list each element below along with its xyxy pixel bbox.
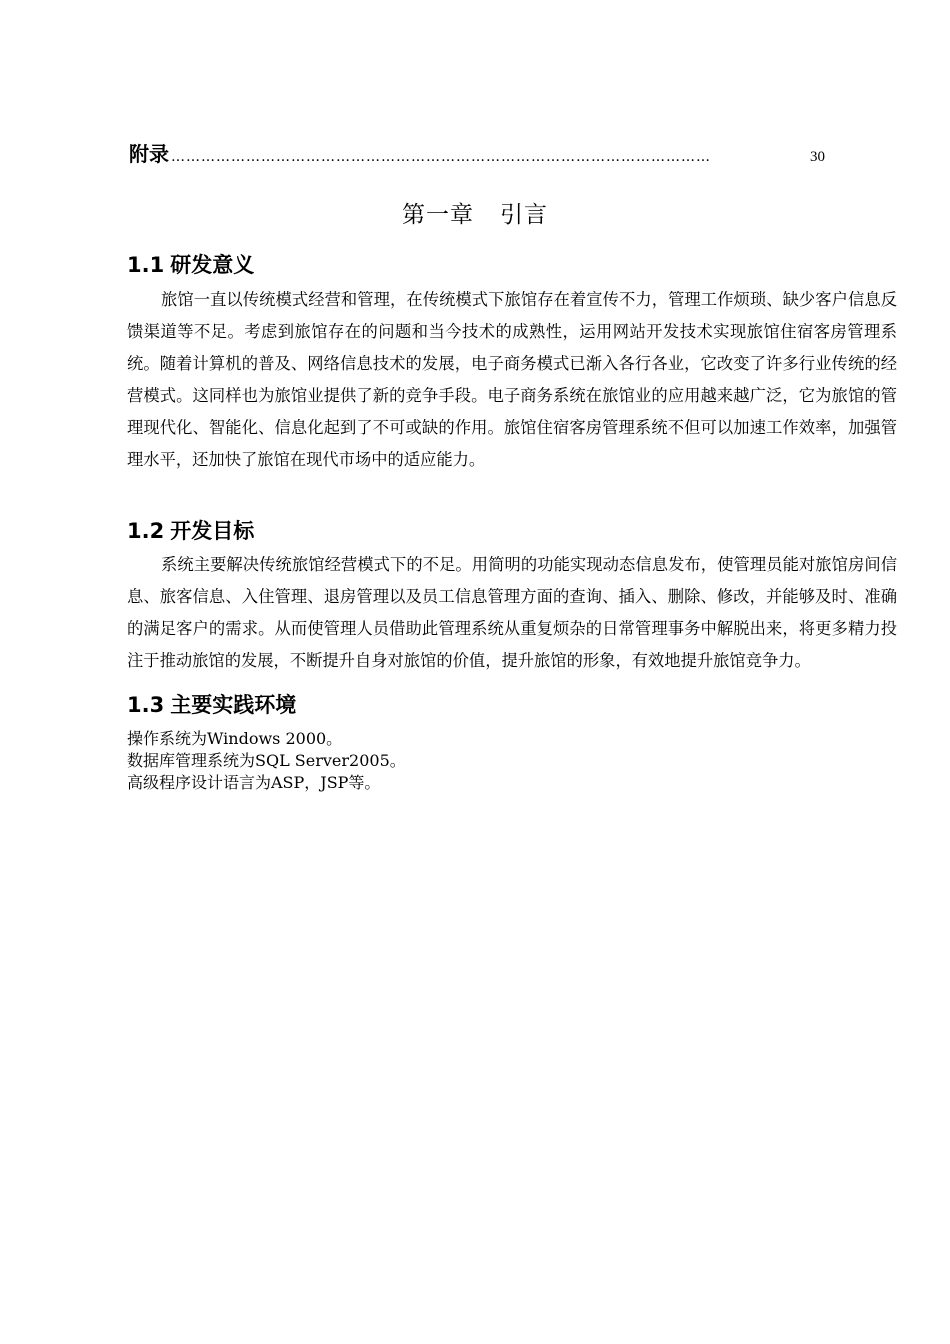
- section-number: 1.1: [127, 253, 165, 277]
- section-title: 主要实践环境: [170, 693, 297, 717]
- toc-page-number: 30: [810, 149, 825, 165]
- section-1-1-paragraph: 旅馆一直以传统模式经营和管理，在传统模式下旅馆存在着宣传不力，管理工作烦琐、缺少客户信息反馈渠道等不足。考虑到旅馆存在的问题和当今技术的成熟性，运用网站开发技术实现旅馆住宿客房管理系统。随着计算机的普及、网络信息技术的发展，电子商务模式已渐入各行各业，它改变了许多行业传统的经营模式。这同样也为旅馆业提供了新的竞争手段。电子商务系统在旅馆业的应用越来越广泛，它为旅馆的管理现代化、智能化、信息化起到了不可或缺的作用。旅馆住宿客房管理系统不但可以加速工作效率，加强管理水平，还加快了旅馆在现代市场中的适应能力。: [127, 290, 897, 469]
- section-title: 研发意义: [170, 253, 255, 277]
- env-line-os: 操作系统为Windows 2000。: [127, 729, 343, 748]
- section-number: 1.3: [127, 693, 165, 717]
- section-heading-1-2: [127, 515, 254, 545]
- section-title: 开发目标: [170, 519, 255, 543]
- chapter-number: 第一章: [402, 202, 474, 228]
- section-number: 1.2: [127, 519, 165, 543]
- toc-entry-appendix[interactable]: [129, 138, 825, 167]
- chapter-title: [0, 196, 950, 229]
- env-line-language: 高级程序设计语言为ASP，JSP等。: [127, 773, 381, 792]
- chapter-name: 引言: [500, 202, 548, 228]
- section-heading-1-1: [127, 249, 254, 279]
- toc-leader-dots: ………………………………………………………………………………………………: [171, 149, 711, 165]
- section-heading-1-3: [127, 689, 296, 719]
- env-line-database: 数据库管理系统为SQL Server2005。: [127, 751, 406, 770]
- section-1-2-paragraph: 系统主要解决传统旅馆经营模式下的不足。用简明的功能实现动态信息发布，使管理员能对旅馆房间信息、旅客信息、入住管理、退房管理以及员工信息管理方面的查询、插入、删除、修改，并能够及时、准确的满足客户的需求。从而使管理人员借助此管理系统从重复烦杂的日常管理事务中解脱出来，将更多精力投注于推动旅馆的发展，不断提升自身对旅馆的价值，提升旅馆的形象，有效地提升旅馆竞争力。: [127, 555, 897, 670]
- toc-entry-label: 附录: [129, 142, 169, 166]
